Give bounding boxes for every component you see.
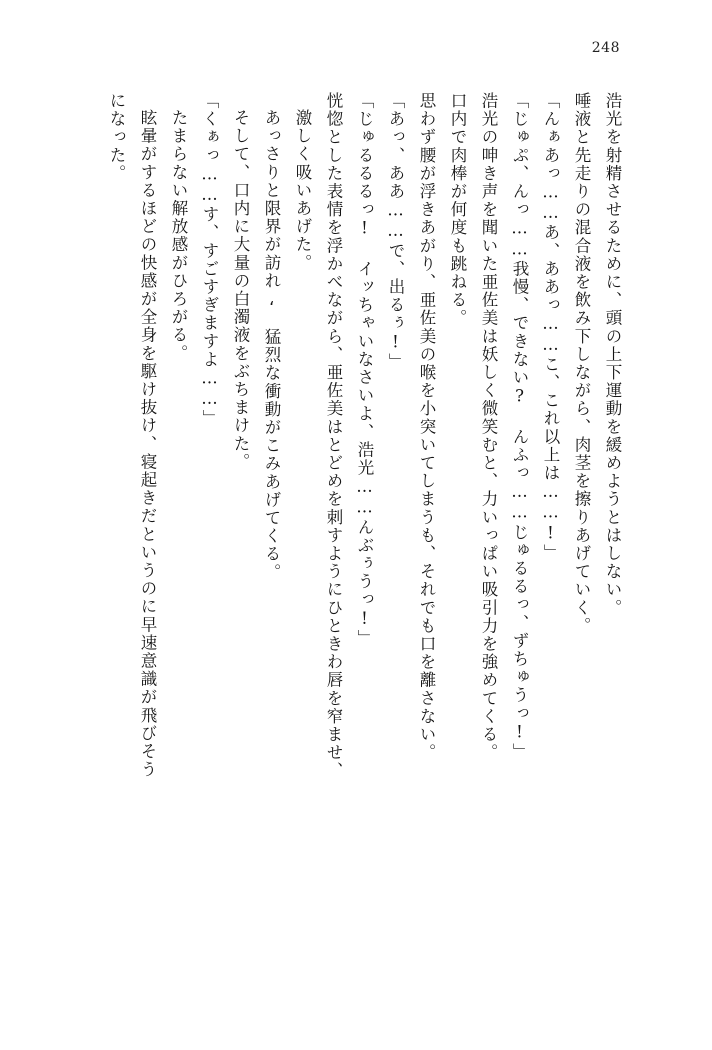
text-line: 「じゅぷ、んっ……我慢、できない? んふっ……じゅるるっ、ずちゅうっ!」 xyxy=(510,92,529,762)
text-line: 恍惚とした表情を浮かべながら、亜佐美はとどめを刺すようにひときわ唇を窄ませ、 xyxy=(324,92,343,780)
text-line: 浩光の呻き声を聞いた亜佐美は妖しく微笑むと、力いっぱい吸引力を強めてくる。 xyxy=(479,92,498,762)
text-line: そして、口内に大量の白濁液をぶちまけた。 xyxy=(231,109,250,471)
text-line: 唾液と先走りの混合液を飲み下しながら、肉茎を擦りあげていく。 xyxy=(572,92,591,635)
text-line: 思わず腰が浮きあがり、亜佐美の喉を小突いてしまうも、それでも口を離さない。 xyxy=(417,92,436,762)
vertical-text-body xyxy=(88,92,620,972)
text-line: 「あっ、ああ……で、出るぅ!」 xyxy=(386,92,405,371)
text-line: になった。 xyxy=(107,92,126,183)
text-line: 口内で肉棒が何度も跳ねる。 xyxy=(448,92,467,328)
text-line: 「くぁっ……す、すごすぎますよ……」 xyxy=(200,92,219,428)
text-line: 眩暈がするほどの快感が全身を駆け抜け、寝起きだというのに早速意識が飛びそう xyxy=(138,109,157,779)
text-line: あっさりと限界が訪れ، 猛烈な衝動がこみあげてくる。 xyxy=(262,109,281,582)
text-line: 「んぁあっ……あ、ああっ……こ、これ以上は……!」 xyxy=(541,92,560,562)
text-line: 激しく吸いあげた。 xyxy=(293,109,312,272)
text-line: 浩光を射精させるために、頭の上下運動を緩めようとはしない。 xyxy=(603,92,622,617)
text-line: 「じゅるるるっ! イッちゃいなさいよ、浩光……んぶぅうっ!」 xyxy=(355,92,374,648)
text-line: たまらない解放感がひろがる。 xyxy=(169,109,188,363)
page-number: 248 xyxy=(591,40,620,56)
